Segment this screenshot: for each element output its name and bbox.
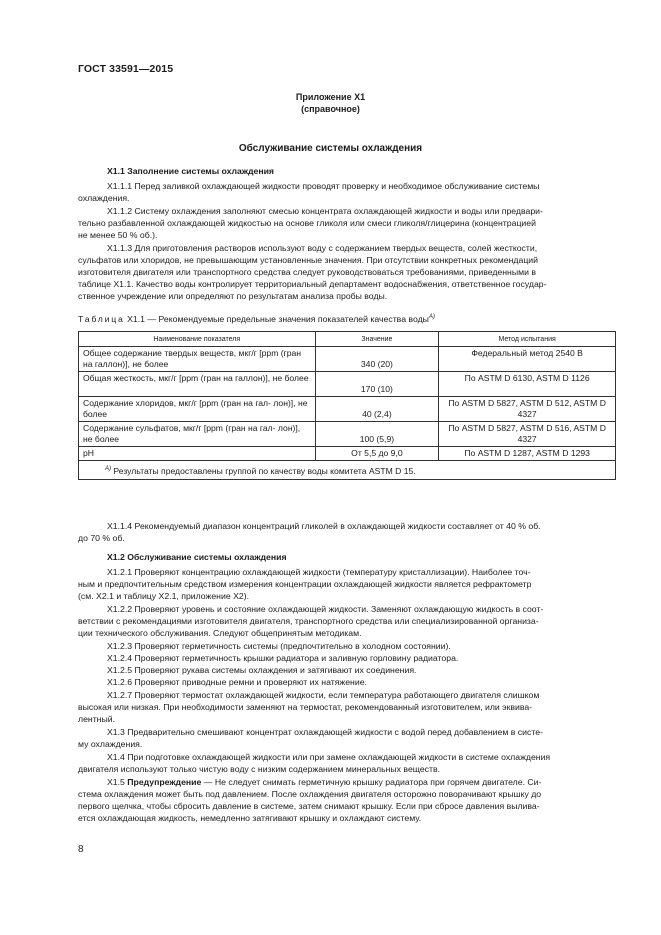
table-row	[79, 447, 616, 461]
para-x1-5-number: X1.5	[107, 777, 125, 787]
para-x1-1-4-line: X1.1.4 Рекомендуемый диапазон концентраций гликолей в охлаждающей жидкости составляет от 40 % об.	[107, 521, 541, 531]
para-x1-5-line: первого щелчка, чтобы сбросить давление в системе, затем снимают крышку. Если при сбросе давления вылива-	[78, 801, 540, 811]
para-x1-2-1-line: (см. X2.1 и таблицу X2.1, приложение X2).	[78, 591, 250, 601]
table-caption-footnote-mark: А)	[428, 314, 435, 321]
cell-name: pH	[79, 447, 316, 461]
para-x1-1-2-line: X1.1.2 Систему охлаждения заполняют смесью концентрата охлаждающей жидкости и воды или предвари-	[107, 206, 543, 216]
para-x1-2-2-line: ции технического обслуживания. Следуют общепринятым методикам.	[78, 628, 362, 638]
table-row	[79, 347, 616, 372]
cell-name: Общее содержание твердых веществ, мкг/г [ppm (гран на галлон)], не более	[79, 347, 316, 372]
para-x1-1-3-line: изготовителя двигателя или транспортного средства следует руководствоваться требованиями, приведенными в	[78, 267, 536, 277]
para-x1-2-3: X1.2.3 Проверяют герметичность системы (предпочтительно в холодном состоянии).	[107, 641, 451, 651]
para-x1-1-3-line: таблице X1.1. Качество воды контролирует территориальный департамент водоснабжения, ответственное государ-	[78, 279, 547, 289]
cell-value: 100 (5,9)	[315, 422, 439, 447]
table-footnote-text: Результаты предоставлены группой по качеству воды комитета ASTM D 15.	[113, 465, 416, 476]
cell-value: 170 (10)	[315, 372, 439, 397]
page-number: 8	[78, 844, 84, 855]
warning-label: Предупреждение	[127, 777, 202, 787]
table-row	[79, 422, 616, 447]
para-x1-1-3-line: сульфатов или хлоридов, не превышающим установленные значения. При отсутствии конкретных рекомендаций	[78, 255, 538, 265]
para-x1-2-2-line: ветствии с рекомендациями изготовителя двигателя, транспортного средства или специализированной организа-	[78, 616, 539, 626]
table-footnote-mark: А)	[105, 465, 111, 472]
para-x1-1-4-line: до 70 % об.	[78, 533, 125, 543]
para-x1-3-line: X1.3 Предварительно смешивают концентрат охлаждающей жидкости с водой перед добавлением в систе-	[107, 727, 543, 737]
para-x1-2-7-line: X1.2.7 Проверяют термостат охлаждающей жидкости, если температура работающего двигателя слишком	[107, 690, 540, 700]
column-header-name: Наименование показателя	[79, 332, 316, 347]
cell-method: По ASTM D 5827, ASTM D 516, ASTM D 4327	[439, 422, 616, 447]
table-footnote	[79, 461, 616, 480]
para-x1-2-7-line: лентный.	[78, 714, 115, 724]
table-caption-text: X1.1 — Рекомендуемые предельные значения показателей качества воды	[127, 314, 429, 324]
cell-method: По ASTM D 5827, ASTM D 512, ASTM D 4327	[439, 397, 616, 422]
table-footnote-row	[79, 461, 616, 480]
table-caption	[78, 314, 435, 324]
table-header-row	[79, 332, 616, 347]
water-quality-table	[78, 331, 616, 480]
cell-value: От 5,5 до 9,0	[315, 447, 439, 461]
cell-method: По ASTM D 6130, ASTM D 1126	[439, 372, 616, 397]
standard-header: ГОСТ 33591—2015	[78, 63, 174, 75]
para-x1-2-4: X1.2.4 Проверяют герметичность крышки радиатора и заливную горловину радиатора.	[107, 653, 459, 663]
para-x1-1-1-line: охлаждения.	[78, 193, 130, 203]
para-x1-3-line: му охлаждения.	[78, 739, 143, 749]
table-row	[79, 372, 616, 397]
section-title: Обслуживание системы охлаждения	[238, 143, 423, 154]
subsection-heading-x1-1: X1.1 Заполнение системы охлаждения	[107, 166, 274, 176]
para-x1-2-2-line: X1.2.2 Проверяют уровень и состояние охлаждающей жидкости. Заменяют охлаждающую жидкость в соот-	[107, 604, 544, 614]
appendix-subtitle: (справочное)	[301, 104, 360, 114]
column-header-value: Значение	[315, 332, 439, 347]
para-x1-2-1-line: X1.2.1 Проверяют концентрацию охлаждающей жидкости (температуру кристаллизации). Наиболее точ-	[107, 567, 531, 577]
para-x1-5-line: стема охлаждения может быть под давлением. После охлаждения двигателя осторожно поворачивают крышку до	[78, 789, 542, 799]
para-x1-4-line: X1.4 При подготовке охлаждающей жидкости или при замене охлаждающей жидкости в системе охлаждения	[107, 752, 551, 762]
table-caption-prefix: Таблица	[78, 314, 125, 324]
cell-method: По ASTM D 1287, ASTM D 1293	[439, 447, 616, 461]
para-x1-5-line: ется охлаждающая жидкость, немедленно затягивают крышку и охлаждают систему.	[78, 813, 422, 823]
para-x1-2-5: X1.2.5 Проверяют рукава системы охлаждения и затягивают их соединения.	[107, 665, 417, 675]
subsection-heading-x1-2: X1.2 Обслуживание системы охлаждения	[107, 552, 287, 562]
cell-value: 340 (20)	[315, 347, 439, 372]
cell-name: Общая жесткость, мкг/г [ppm (гран на галлон)], не более	[79, 372, 316, 397]
appendix-title: Приложение Х1	[295, 92, 366, 102]
para-x1-1-3-line: ственное учреждение или определяют по результатам анализа пробы воды.	[78, 291, 388, 301]
para-x1-2-6: X1.2.6 Проверяют приводные ремни и проверяют их натяжение.	[107, 677, 367, 687]
cell-method: Федеральный метод 2540 В	[439, 347, 616, 372]
para-x1-5-first-line: — Не следует снимать герметичную крышку радиатора при горячем двигателе. Си-	[201, 777, 542, 787]
column-header-method: Метод испытания	[439, 332, 616, 347]
table-row	[79, 397, 616, 422]
para-x1-1-1-line: X1.1.1 Перед заливкой охлаждающей жидкости проводят проверку и необходимое обслуживание системы	[107, 181, 540, 191]
para-x1-1-3-line: X1.1.3 Для приготовления растворов используют воду с содержанием твердых веществ, солей жесткости,	[107, 243, 538, 253]
para-x1-1-2-line: тельно разбавленной охлаждающей жидкостью на основе гликоля или смеси гликоля/глицерина (концентрацией	[78, 218, 536, 228]
para-x1-1-2-line: не менее 50 % об.).	[78, 230, 158, 240]
cell-name: Содержание хлоридов, мкг/г [ppm (гран на гал- лон)], не более	[79, 397, 316, 422]
cell-name: Содержание сульфатов, мкг/г [ppm (гран на гал- лон)], не более	[79, 422, 316, 447]
para-x1-2-1-line: ным и предпочтительным средством измерения концентрации охлаждающей жидкости является рефрактометр	[78, 579, 532, 589]
para-x1-4-line: двигателя используют только чистую воду с низким содержанием минеральных веществ.	[78, 764, 441, 774]
para-x1-2-7-line: высокая или низкая. При необходимости заменяют на термостат, рекомендованный изготовителем, или эквива-	[78, 702, 533, 712]
cell-value: 40 (2,4)	[315, 397, 439, 422]
